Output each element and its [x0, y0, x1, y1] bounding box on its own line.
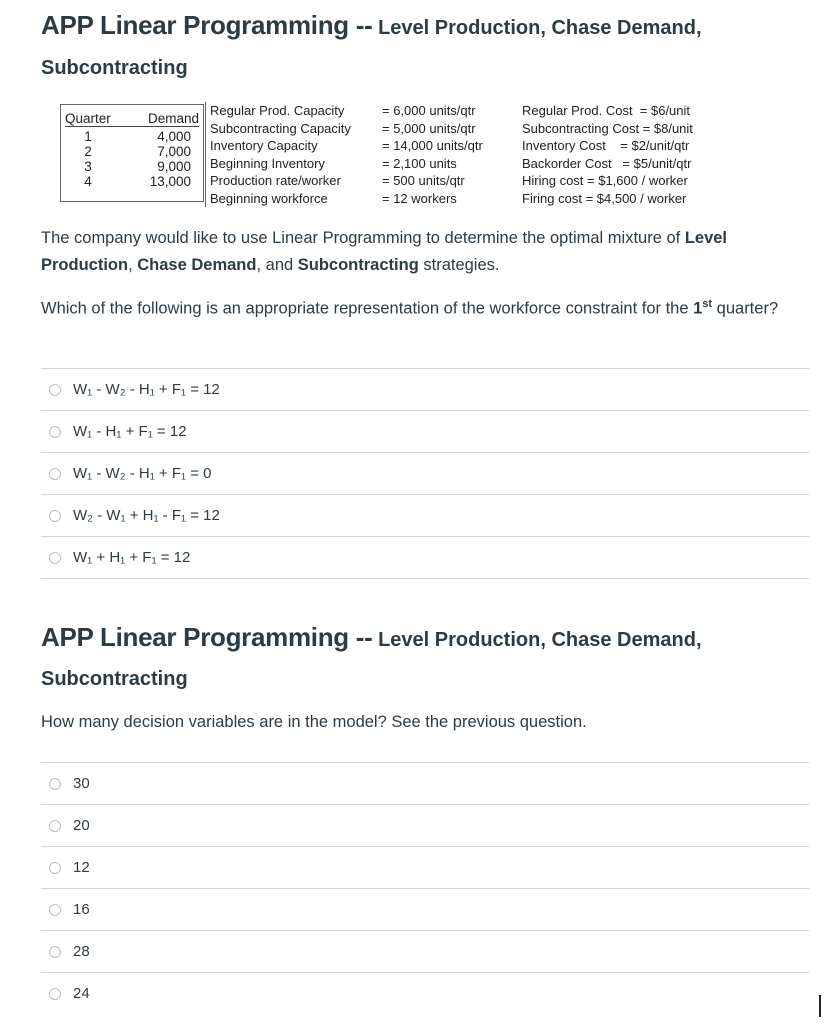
- answer-option-label: W₁ - W₂ - H₁ + F₁ = 0: [73, 465, 212, 482]
- quarter-demand-table: [60, 104, 204, 202]
- cost-line: Regular Prod. Cost = $6/unit: [522, 103, 691, 118]
- radio-button[interactable]: [49, 468, 61, 480]
- answer-option[interactable]: [41, 368, 809, 410]
- answer-option[interactable]: [41, 762, 809, 804]
- answer-option-label: 20: [73, 817, 90, 834]
- capacity-line: Subcontracting Capacity = 5,000 units/qtr: [210, 120, 476, 136]
- question-1-title-line2: Subcontracting: [41, 57, 188, 79]
- answer-option-label: W₁ + H₁ + F₁ = 12: [73, 549, 191, 566]
- demand-row: 4 13,000: [84, 174, 191, 189]
- answer-option[interactable]: [41, 972, 809, 1014]
- capacity-line: Regular Prod. Capacity = 6,000 units/qtr: [210, 103, 476, 118]
- capacity-line: Production rate/worker = 500 units/qtr: [210, 173, 465, 188]
- radio-button[interactable]: [49, 820, 61, 832]
- question-2-text: How many decision variables are in the model? See the previous question.: [41, 713, 587, 731]
- answer-option[interactable]: [41, 410, 809, 452]
- question-1-title: APP Linear Programming -- Level Production, Chase Demand,: [41, 10, 702, 40]
- header-quarter: Quarter: [65, 111, 111, 126]
- answer-option-label: 28: [73, 943, 90, 960]
- answer-option-label: W₁ - W₂ - H₁ + F₁ = 12: [73, 381, 220, 398]
- cost-line: Backorder Cost = $5/unit/qtr: [522, 155, 692, 171]
- question-1-text: Which of the following is an appropriate representation of the workforce constraint for the 1st quarter?: [41, 298, 779, 318]
- radio-button[interactable]: [49, 946, 61, 958]
- answer-option-label: W₂ - W₁ + H₁ - F₁ = 12: [73, 507, 220, 524]
- answer-option-label: 30: [73, 775, 90, 792]
- question-1-options: [41, 368, 809, 579]
- radio-button[interactable]: [49, 778, 61, 790]
- demand-row: 1 4,000: [84, 129, 191, 144]
- radio-button[interactable]: [49, 426, 61, 438]
- answer-option[interactable]: [41, 930, 809, 972]
- cost-line: Inventory Cost = $2/unit/qtr: [522, 138, 690, 153]
- question-1-intro: The company would like to use Linear Programming to determine the optimal mixture of Level Production, Chase Demand, and Subcontracting strategies.: [41, 229, 728, 274]
- answer-option-label: 12: [73, 859, 90, 876]
- cost-line: Firing cost = $4,500 / worker: [522, 190, 687, 206]
- radio-button[interactable]: [49, 510, 61, 522]
- cost-list: [522, 102, 752, 207]
- problem-data-table: [60, 102, 740, 212]
- cost-line: Subcontracting Cost = $8/unit: [522, 120, 693, 136]
- question-2-title-line2: Subcontracting: [41, 668, 188, 690]
- cost-line: Hiring cost = $1,600 / worker: [522, 173, 688, 188]
- capacity-list: [205, 102, 520, 207]
- answer-option[interactable]: [41, 452, 809, 494]
- question-2-title: APP Linear Programming -- Level Production, Chase Demand,: [41, 622, 702, 652]
- answer-option[interactable]: [41, 888, 809, 930]
- answer-option-label: 24: [73, 985, 90, 1002]
- demand-row: 3 9,000: [84, 159, 191, 174]
- answer-option-label: 16: [73, 901, 90, 918]
- demand-row: 2 7,000: [84, 144, 191, 159]
- header-demand: Demand: [147, 111, 199, 126]
- capacity-line: Inventory Capacity = 14,000 units/qtr: [210, 138, 483, 153]
- radio-button[interactable]: [49, 552, 61, 564]
- answer-option-label: W₁ - H₁ + F₁ = 12: [73, 423, 187, 440]
- text-cursor: [819, 995, 821, 1017]
- capacity-line: Beginning workforce = 12 workers: [210, 190, 457, 206]
- capacity-line: Beginning Inventory = 2,100 units: [210, 155, 457, 171]
- answer-option[interactable]: [41, 804, 809, 846]
- radio-button[interactable]: [49, 384, 61, 396]
- radio-button[interactable]: [49, 862, 61, 874]
- answer-option[interactable]: [41, 846, 809, 888]
- answer-option[interactable]: [41, 536, 809, 579]
- radio-button[interactable]: [49, 988, 61, 1000]
- question-2-options: [41, 762, 809, 1014]
- answer-option[interactable]: [41, 494, 809, 536]
- radio-button[interactable]: [49, 904, 61, 916]
- quarter-demand-header: [65, 111, 199, 127]
